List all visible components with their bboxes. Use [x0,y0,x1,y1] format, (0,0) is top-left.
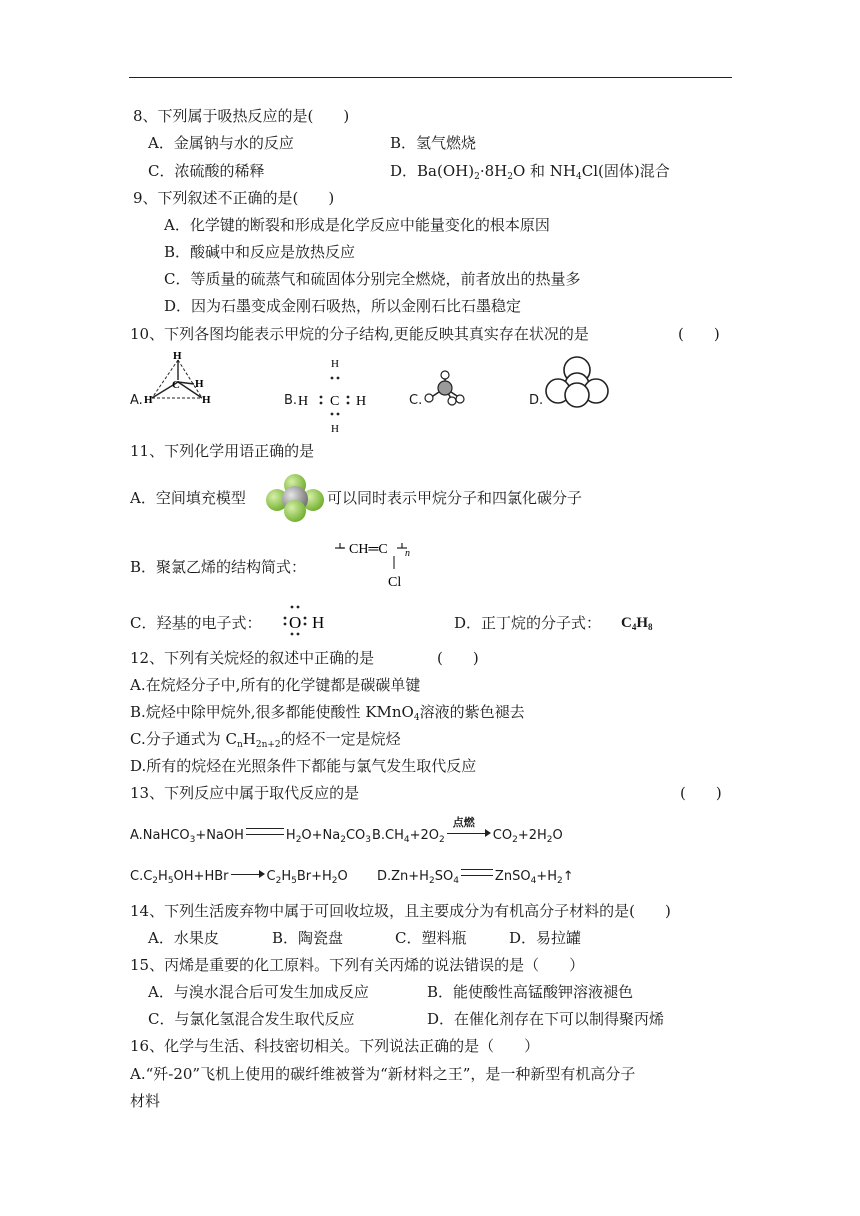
methane-space-filling-model [544,353,610,409]
q12-option-d: D.所有的烷烃在光照条件下都能与氯气发生取代反应 [130,757,477,775]
q11-option-c-text: C．羟基的电子式： [130,614,262,632]
q13-option-a: A.NaHCO$_3$+NaOH $H_2O+Na_2CO_3$ [130,828,372,845]
q10-answer-bracket: ( ) [678,325,720,343]
q9-option-d: D．因为石墨变成金刚石吸热，所以金刚石比石墨稳定 [164,297,522,315]
q13-answer-bracket: ( ) [680,784,722,802]
pvc-chlorine: Cl [388,575,402,590]
question-11-stem: 11、下列化学用语正确的是 [130,442,315,460]
q13-option-d: $D.Zn+H_2SO_4$ $ZnSO_4+H_2↑$ [377,869,574,886]
q14-option-a: A．水果皮 [148,929,219,947]
methane-ball-and-stick-model [422,370,468,408]
q12-option-a: A.在烷烃分子中,所有的化学键都是碳碳单键 [130,676,421,694]
question-8-stem: 8、下列属于吸热反应的是( ) [133,107,350,125]
q16-option-a-line2: 材料 [130,1092,161,1110]
question-15-stem: 15、丙烯是重要的化工原料。下列有关丙烯的说法错误的是（ ） [130,956,585,974]
q14-option-b: B．陶瓷盘 [272,929,344,947]
atom-h-right: H [195,378,204,390]
q9-option-b: B．酸碱中和反应是放热反应 [164,243,356,261]
atom-h-right: H [356,394,367,409]
space-filling-model-image [266,473,324,523]
atom-h-left: H [144,394,153,406]
q11-option-a-text: A．空间填充模型 [130,489,246,507]
q15-option-c: C．与氯化氢混合发生取代反应 [148,1010,355,1028]
q8-option-c: C．浓硫酸的稀释 [148,162,265,180]
q14-option-d: D．易拉罐 [509,929,582,947]
gas-arrow-icon: ↑ [562,869,574,884]
methane-wedge-structure [144,348,216,408]
equals-double-line [246,828,284,835]
methane-electron-dot-formula [298,354,370,436]
q10-option-d-label: D. [529,393,544,408]
question-12-stem: 12、下列有关烷烃的叙述中正确的是 [130,649,375,667]
equals-double-line [461,869,493,876]
atom-o: O [289,613,302,632]
q12-option-b: B.烷烃中除甲烷外,很多都能使酸性 KMnO$_4$溶液的紫色褪去 [130,703,525,723]
q16-option-a-line1: A.“歼-20”飞机上使用的碳纤维被誉为“新材料之王”，是一种新型有机高分子 [130,1065,636,1083]
q12-answer-bracket: ( ) [437,649,479,667]
q15-option-b: B．能使酸性高锰酸钾溶液褪色 [427,983,634,1001]
reaction-arrow [231,870,265,880]
q15-option-a: A．与溴水混合后可发生加成反应 [148,983,369,1001]
q13-option-b: $B.CH_4+2O_2$ 点燃 $CO_2+2H_2O$ [372,826,563,846]
ignition-condition: 点燃 [452,816,475,829]
pvc-repeat-unit: CH═C [349,542,388,557]
q10-option-c-label: C. [409,393,423,408]
atom-h-top: H [173,350,182,362]
atom-h-left: H [298,394,309,409]
pvc-subscript-n: n [405,548,410,559]
question-13-stem: 13、下列反应中属于取代反应的是 [130,784,360,802]
atom-c: C [172,379,180,391]
atom-h-top: H [331,358,339,370]
q10-option-b-label: B. [284,393,298,408]
atom-h: H [312,613,325,632]
q12-option-c: C.分子通式为 $C_nH_{2n+2}$的烃不一定是烷烃 [130,730,401,750]
q9-option-c: C．等质量的硫蒸气和硫固体分别完全燃烧，前者放出的热量多 [164,270,581,288]
ignition-arrow [447,816,491,839]
q8-option-b: B．氢气燃烧 [390,134,477,152]
q9-option-a: A．化学键的断裂和形成是化学反应中能量变化的根本原因 [164,216,550,234]
pvc-structural-formula [335,538,435,594]
q14-option-c: C．塑料瓶 [395,929,467,947]
question-9-stem: 9、下列叙述不正确的是( ) [133,189,335,207]
atom-h-bottom: H [331,423,339,435]
question-16-stem: 16、化学与生活、科技密切相关。下列说法正确的是（ ） [130,1037,540,1055]
question-10-stem: 10、下列各图均能表示甲烷的分子结构,更能反映其真实存在状况的是 [130,325,589,343]
q8-option-d: D．$Ba(OH)_2\cdot 8H_2O$ 和 $NH_4Cl$(固体)混合 [390,162,670,182]
q11-option-a-suffix: 可以同时表示甲烷分子和四氯化碳分子 [327,489,583,507]
atom-c: C [330,394,340,409]
atom-h-bottom-right: H [202,394,211,406]
q10-option-a-label: A. [130,393,143,408]
q15-option-d: D．在催化剂存在下可以制得聚丙烯 [427,1010,665,1028]
q13-option-c: $C.C_2H_5OH+HBr$ $C_2H_5Br+H_2O$ [130,869,348,886]
butane-formula: $C_4H_8$ [621,615,653,632]
hydroxyl-electron-dot-formula [283,603,333,639]
header-rule [129,77,732,78]
question-14-stem: 14、下列生活废弃物中属于可回收垃圾，且主要成分为有机高分子材料的是( ) [130,902,671,920]
q11-option-b-text: B．聚氯乙烯的结构简式： [130,558,307,576]
q11-option-d-text: D．正丁烷的分子式： [454,614,602,632]
q8-option-a: A．金属钠与水的反应 [148,134,294,152]
